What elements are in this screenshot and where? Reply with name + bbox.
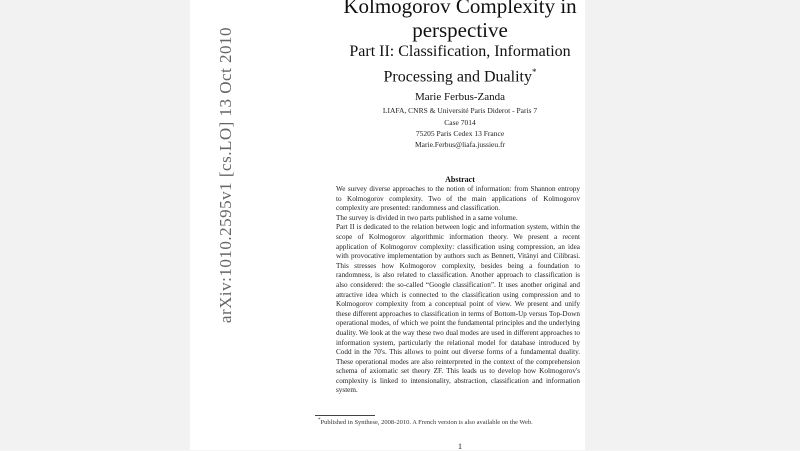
author-email: Marie.Ferbus@liafa.jussieu.fr <box>414 140 505 149</box>
footnote-text: Published in Synthese, 2008-2010. A French version is also available on the Web. <box>320 419 533 427</box>
abstract-heading: Abstract <box>445 175 475 184</box>
paper-subtitle <box>300 42 620 87</box>
paper-title <box>300 0 620 42</box>
subtitle-line-2-text: Processing and Duality <box>383 68 532 86</box>
abstract-paragraph-3: Part II is dedicated to the relation between logic and information system, within the scope of Kolmogorov algorithmic information theory. We present a recent application of Kolmogorov complexity: classification using compression, an idea with provocative implementation by authors such as Bennett, Vitányi and Cilibrasi. This stresses how Kolmogorov complexity, besides being a foundation to randomness, is also related to classification. Another approach to classification is also considered: the so-called “Google classification”. It uses another original and attractive idea which is connected to the classification using compression and to Kolmogorov complexity from a conceptual point of view. We present and unify these different approaches to classification in terms of Bottom-Up versus Top-Down operational modes, of which we point the fundamental principles and the underlying duality. We look at the way these two dual modes are used in different approaches to information system, particularly the relational model for database introduced by Codd in the 70's. This allows to point out diverse forms of a fundamental duality. These operational modes are also reinterpreted in the context of the comprehension schema of axiomatic set theory ZF. This leads us to develop how Kolmogorov's complexity is linked to intensionality, abstraction, classification and information system. <box>336 223 580 395</box>
abstract-body <box>336 185 580 396</box>
title-line-2: perspective <box>412 18 508 42</box>
abstract-paragraph-1: We survey diverse approaches to the notion of information: from Shannon entropy to Kolmogorov complexity. Two of the main applications of Kolmogorov complexity are presented: randomness and classification. <box>336 185 580 213</box>
author-address: 75205 Paris Cedex 13 France <box>415 129 505 138</box>
page-number: 1 <box>458 442 462 451</box>
footnote-rule <box>315 415 375 416</box>
left-margin <box>0 0 190 450</box>
footnote-marker: * <box>318 418 321 423</box>
subtitle-footnote-marker: * <box>531 67 537 77</box>
author-case: Case 7014 <box>444 118 476 127</box>
footnote <box>318 418 580 426</box>
author-name: Marie Ferbus-Zanda <box>414 91 506 103</box>
abstract-paragraph-2: The survey is divided in two parts published in a same volume. <box>336 213 518 222</box>
subtitle-line-1: Part II: Classification, Information <box>349 43 571 60</box>
author-affiliation: LIAFA, CNRS & Université Paris Diderot - Paris 7 <box>382 106 538 115</box>
title-line-1: Kolmogorov Complexity in <box>343 0 577 18</box>
arxiv-identifier: arXiv:1010.2595v1 [cs.LO] 13 Oct 2010 <box>216 26 235 324</box>
subtitle-line-2 <box>300 62 620 87</box>
